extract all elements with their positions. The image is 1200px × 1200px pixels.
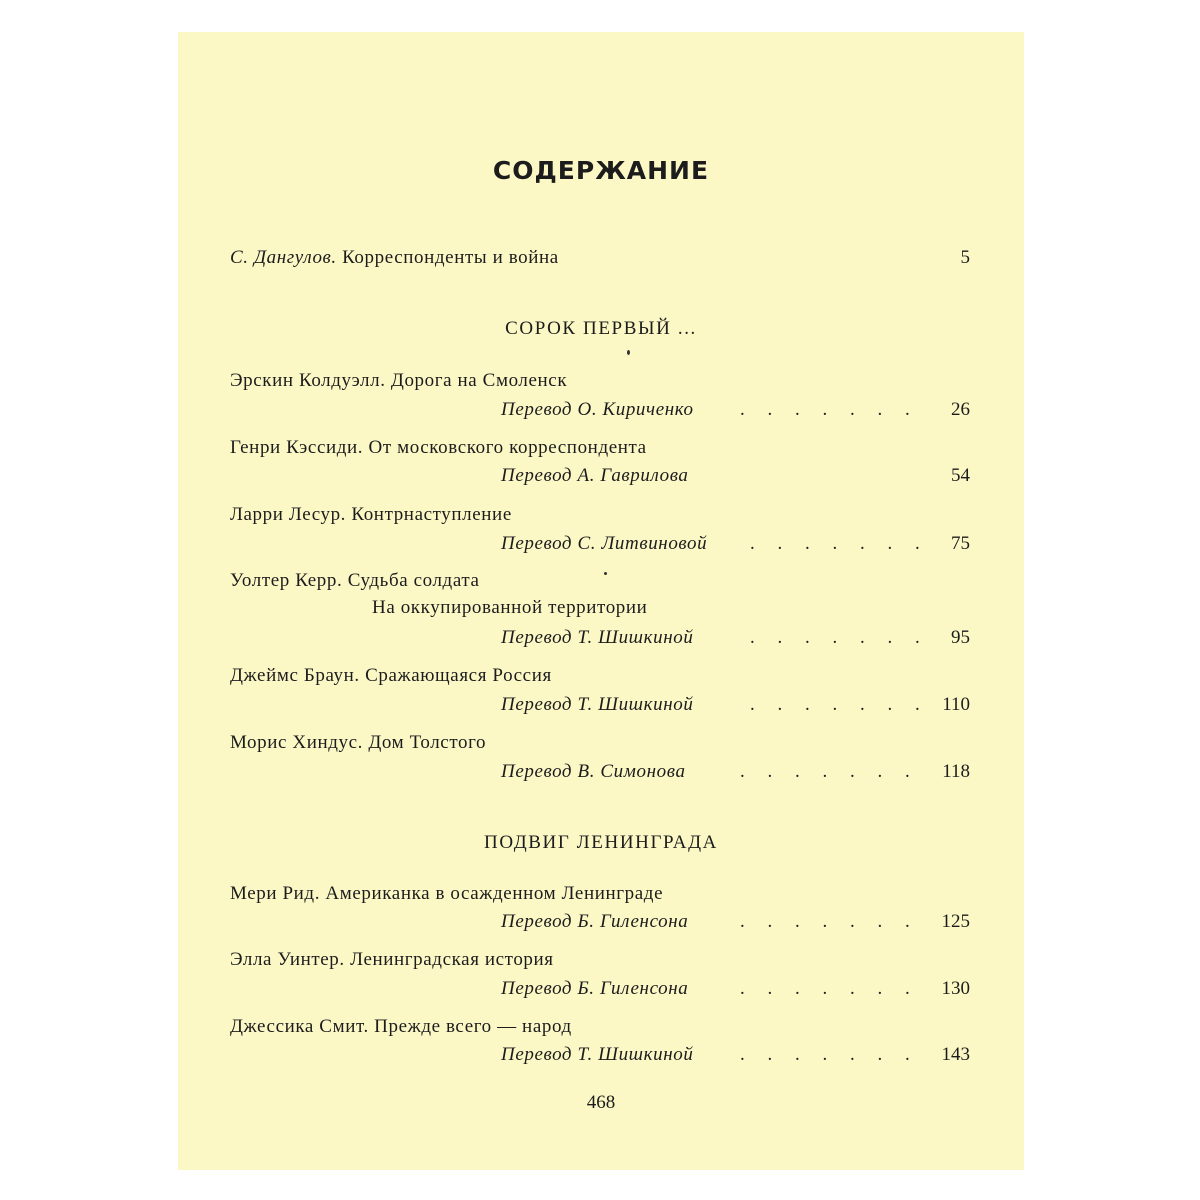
toc-entry-page: 118 xyxy=(942,761,970,782)
toc-entry-page: 130 xyxy=(941,978,970,999)
leader-dots: . . . . . . . xyxy=(750,627,929,648)
toc-entry-page: 54 xyxy=(951,465,970,486)
toc-entry-page: 143 xyxy=(941,1044,970,1065)
contents-title: СОДЕРЖАНИЕ xyxy=(492,156,710,185)
toc-entry-title: Генри Кэссиди. От московского корреспондента xyxy=(230,437,647,458)
toc-entry-translator: Перевод Б. Гиленсона xyxy=(501,911,689,932)
toc-entry-translator: Перевод Т. Шишкиной xyxy=(501,627,694,648)
toc-entry-title: Мери Рид. Американка в осажденном Ленинграде xyxy=(230,883,664,904)
book-page xyxy=(178,32,1024,1170)
toc-entry-page: 95 xyxy=(951,627,970,648)
print-speck xyxy=(604,572,607,575)
toc-entry-title: Морис Хиндус. Дом Толстого xyxy=(230,732,487,753)
toc-entry-title: Элла Уинтер. Ленинградская история xyxy=(230,949,554,970)
leader-dots: . . . . . . . xyxy=(740,1044,919,1065)
leader-dots: . . . . . . . xyxy=(740,978,919,999)
toc-entry-page: 26 xyxy=(951,399,970,420)
print-speck xyxy=(627,350,630,355)
toc-entry-translator: Перевод Т. Шишкиной xyxy=(501,694,694,715)
leader-dots: . . . . . . . xyxy=(750,533,929,554)
toc-entry-translator: Перевод Б. Гиленсона xyxy=(501,978,689,999)
toc-entry-translator: Перевод О. Кириченко xyxy=(501,399,694,420)
leader-dots: . . . . . . . xyxy=(750,694,929,715)
toc-entry-page: 110 xyxy=(942,694,970,715)
leader-dots: . . . . . . . xyxy=(740,911,919,932)
toc-entry-title: Эрскин Колдуэлл. Дорога на Смоленск xyxy=(230,370,568,391)
toc-entry-title: Джеймс Браун. Сражающаяся Россия xyxy=(230,665,552,686)
intro-page-number: 5 xyxy=(960,247,970,268)
toc-entry-translator: Перевод С. Литвиновой xyxy=(501,533,708,554)
page-number: 468 xyxy=(586,1092,616,1113)
leader-dots: . . . . . . . xyxy=(740,399,919,420)
intro-entry xyxy=(230,247,559,269)
toc-entry-translator: Перевод А. Гаврилова xyxy=(501,465,689,486)
toc-entry-title: Ларри Лесур. Контрнаступление xyxy=(230,504,512,525)
toc-entry-title: Джессика Смит. Прежде всего — народ xyxy=(230,1016,572,1037)
intro-author: С. Дангулов. xyxy=(230,247,337,268)
section-heading-2: ПОДВИГ ЛЕНИНГРАДА xyxy=(484,832,718,853)
leader-dots: . . . . . . . xyxy=(740,761,919,782)
toc-entry-subtitle: На оккупированной территории xyxy=(372,597,648,618)
intro-title: Корреспонденты и война xyxy=(342,247,559,268)
section-heading-1: СОРОК ПЕРВЫЙ ... xyxy=(505,318,697,339)
toc-entry-title: Уолтер Керр. Судьба солдата xyxy=(230,570,480,591)
toc-entry-translator: Перевод В. Симонова xyxy=(501,761,686,782)
toc-entry-page: 125 xyxy=(941,911,970,932)
toc-entry-translator: Перевод Т. Шишкиной xyxy=(501,1044,694,1065)
toc-entry-page: 75 xyxy=(951,533,970,554)
